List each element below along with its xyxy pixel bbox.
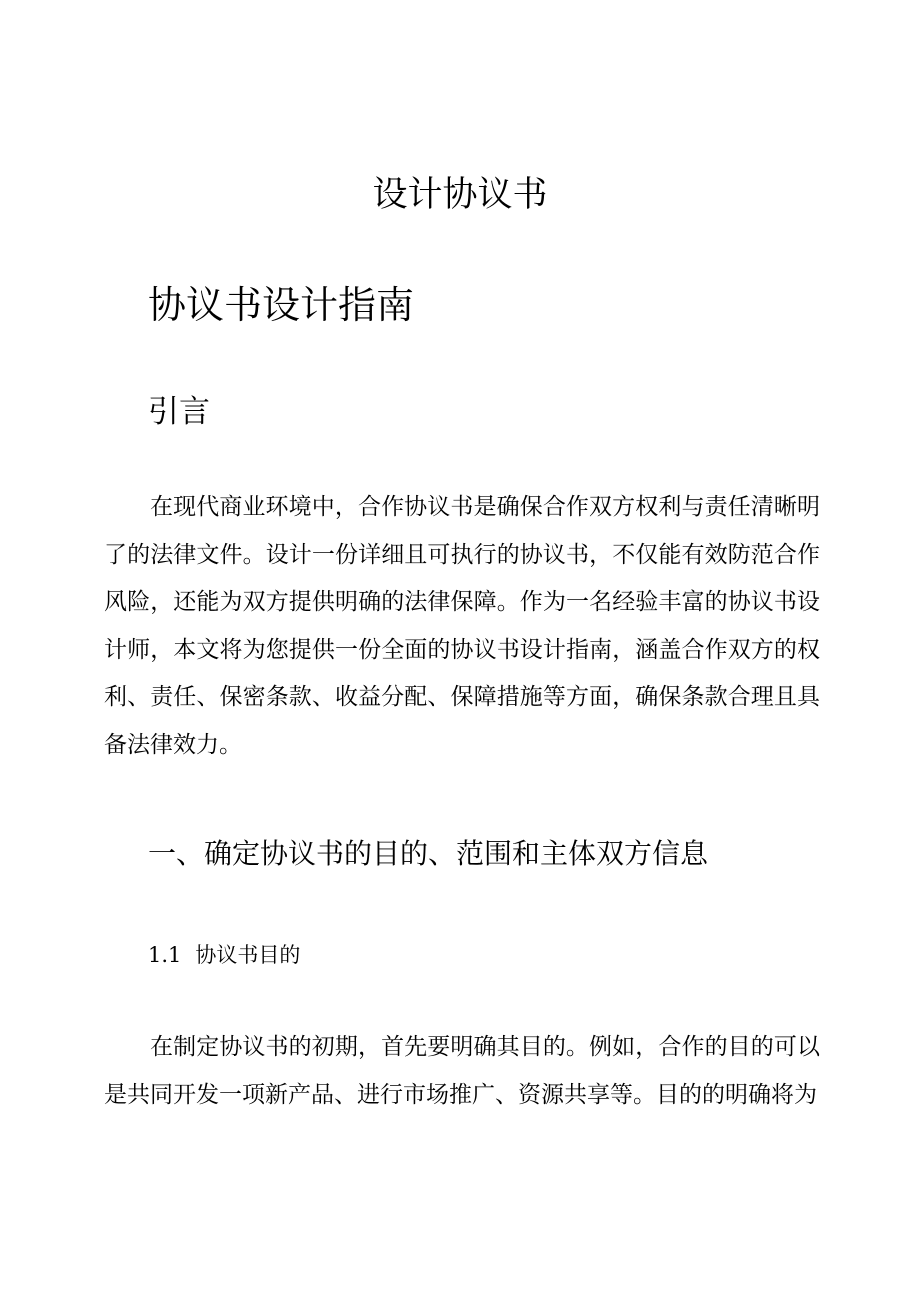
- guide-heading: 协议书设计指南: [148, 283, 415, 327]
- subsection-title: 协议书目的: [195, 943, 301, 967]
- subsection-number: 1.1: [148, 943, 182, 967]
- section-heading: 一、确定协议书的目的、范围和主体双方信息: [148, 837, 709, 870]
- subsection-heading: [148, 938, 300, 972]
- intro-paragraph: 在现代商业环境中，合作协议书是确保合作双方权利与责任清晰明了的法律文件。设计一份详细且可执行的协议书，不仅能有效防范合作风险，还能为双方提供明确的法律保障。作为一名经验丰富的协议书设计师，本文将为您提供一份全面的协议书设计指南，涵盖合作双方的权利、责任、保密条款、收益分配、保障措施等方面，确保条款合理且具备法律效力。: [104, 494, 820, 758]
- document-title: 设计协议书: [372, 175, 548, 215]
- purpose-paragraph: 在制定协议书的初期，首先要明确其目的。例如，合作的目的可以是共同开发一项新产品、进行市场推广、资源共享等。目的的明确将为: [104, 1034, 820, 1108]
- intro-heading: 引言: [148, 394, 210, 430]
